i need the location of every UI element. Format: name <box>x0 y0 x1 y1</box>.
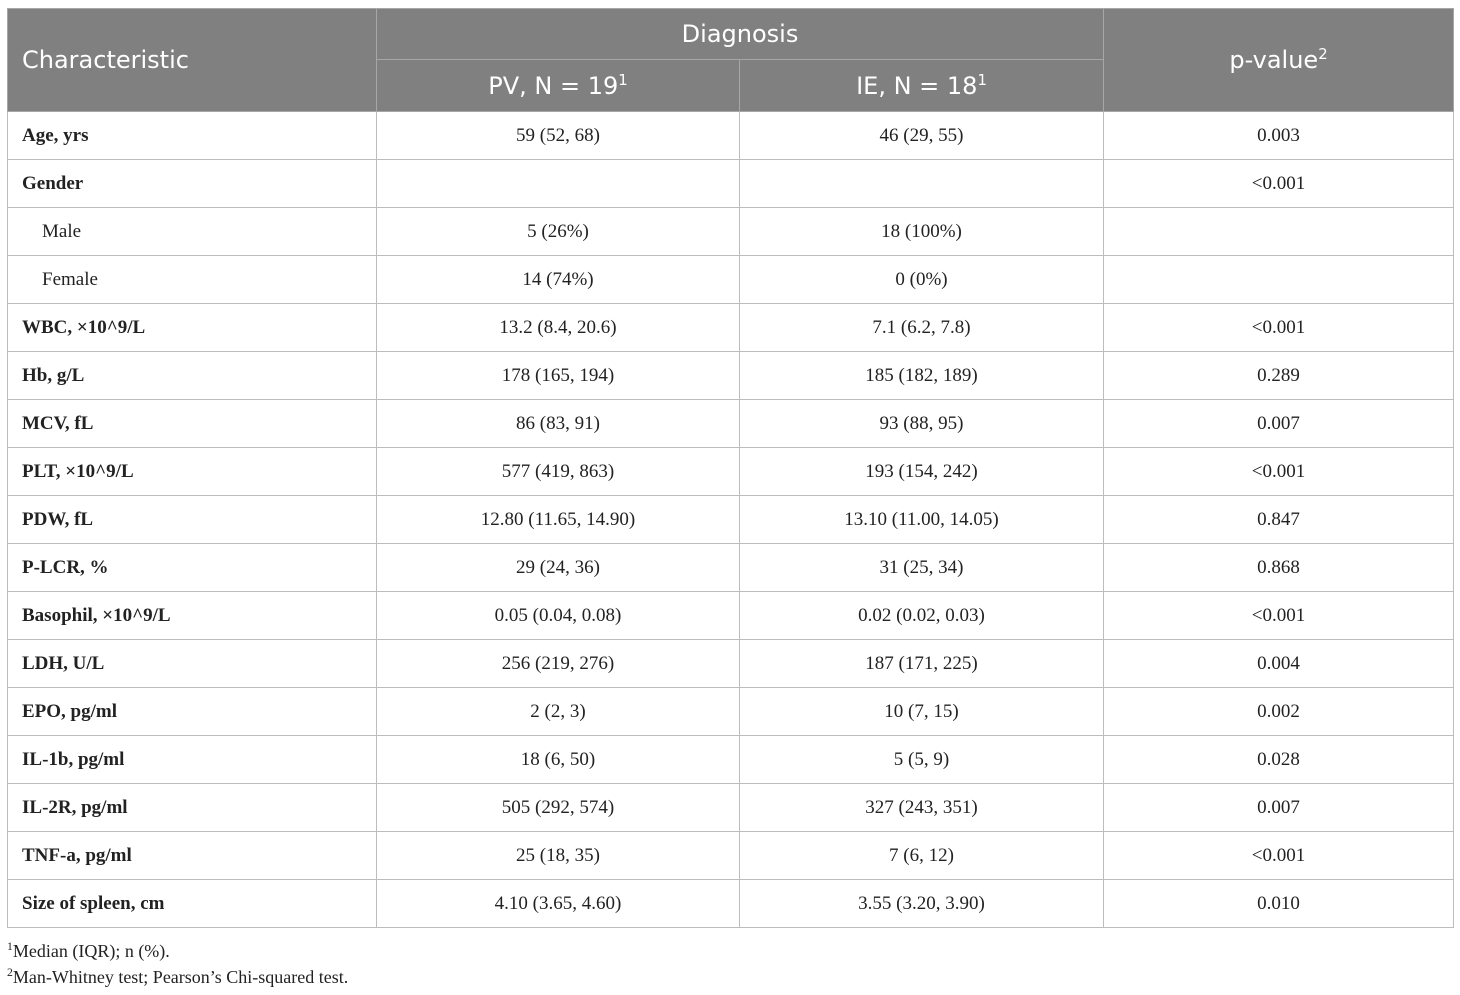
table-row <box>8 256 1454 304</box>
cell-pv: 13.2 (8.4, 20.6) <box>377 304 740 352</box>
table-row <box>8 400 1454 448</box>
row-label: MCV, fL <box>8 400 377 448</box>
cell-ie: 7.1 (6.2, 7.8) <box>740 304 1104 352</box>
cell-p-value <box>1104 208 1454 256</box>
cell-pv: 178 (165, 194) <box>377 352 740 400</box>
row-label: Age, yrs <box>8 112 377 160</box>
table-row <box>8 160 1454 208</box>
cell-ie: 10 (7, 15) <box>740 688 1104 736</box>
cell-ie: 7 (6, 12) <box>740 832 1104 880</box>
table-row <box>8 880 1454 928</box>
cell-pv: 256 (219, 276) <box>377 640 740 688</box>
cell-p-value: 0.004 <box>1104 640 1454 688</box>
cell-ie: 0 (0%) <box>740 256 1104 304</box>
cell-ie: 193 (154, 242) <box>740 448 1104 496</box>
row-label: EPO, pg/ml <box>8 688 377 736</box>
cell-p-value: 0.028 <box>1104 736 1454 784</box>
cell-ie: 31 (25, 34) <box>740 544 1104 592</box>
cell-p-value: <0.001 <box>1104 832 1454 880</box>
cell-p-value <box>1104 256 1454 304</box>
cell-pv: 14 (74%) <box>377 256 740 304</box>
row-label: PLT, ×10^9/L <box>8 448 377 496</box>
characteristics-table <box>7 8 1454 928</box>
row-label: Hb, g/L <box>8 352 377 400</box>
header-diagnosis: Diagnosis <box>377 9 1104 60</box>
cell-pv: 59 (52, 68) <box>377 112 740 160</box>
table-row <box>8 112 1454 160</box>
cell-ie: 5 (5, 9) <box>740 736 1104 784</box>
cell-ie: 187 (171, 225) <box>740 640 1104 688</box>
cell-p-value: <0.001 <box>1104 304 1454 352</box>
cell-p-value: <0.001 <box>1104 448 1454 496</box>
row-label: Size of spleen, cm <box>8 880 377 928</box>
cell-pv: 18 (6, 50) <box>377 736 740 784</box>
cell-ie: 46 (29, 55) <box>740 112 1104 160</box>
row-label: TNF-a, pg/ml <box>8 832 377 880</box>
cell-p-value: <0.001 <box>1104 160 1454 208</box>
cell-ie <box>740 160 1104 208</box>
cell-ie: 93 (88, 95) <box>740 400 1104 448</box>
table-row <box>8 640 1454 688</box>
cell-p-value: 0.007 <box>1104 400 1454 448</box>
cell-pv: 2 (2, 3) <box>377 688 740 736</box>
table-body <box>8 112 1454 928</box>
cell-pv: 12.80 (11.65, 14.90) <box>377 496 740 544</box>
footnote-1: $^1$Median (IQR); n (%). <box>7 940 170 961</box>
cell-pv: 25 (18, 35) <box>377 832 740 880</box>
table-container <box>7 8 1453 928</box>
table-row <box>8 688 1454 736</box>
table-row <box>8 448 1454 496</box>
cell-ie: 185 (182, 189) <box>740 352 1104 400</box>
row-label: PDW, fL <box>8 496 377 544</box>
table-row <box>8 496 1454 544</box>
cell-pv: 0.05 (0.04, 0.08) <box>377 592 740 640</box>
cell-p-value: <0.001 <box>1104 592 1454 640</box>
table-row <box>8 832 1454 880</box>
cell-p-value: 0.007 <box>1104 784 1454 832</box>
cell-pv: 4.10 (3.65, 4.60) <box>377 880 740 928</box>
cell-p-value: 0.289 <box>1104 352 1454 400</box>
cell-pv: 86 (83, 91) <box>377 400 740 448</box>
cell-pv: 5 (26%) <box>377 208 740 256</box>
cell-p-value: 0.010 <box>1104 880 1454 928</box>
cell-p-value: 0.002 <box>1104 688 1454 736</box>
cell-ie: 18 (100%) <box>740 208 1104 256</box>
cell-ie: 3.55 (3.20, 3.90) <box>740 880 1104 928</box>
cell-pv: 29 (24, 36) <box>377 544 740 592</box>
table-row <box>8 784 1454 832</box>
cell-pv: 505 (292, 574) <box>377 784 740 832</box>
header-characteristic: Characteristic <box>8 9 377 112</box>
row-label: Male <box>8 208 377 256</box>
cell-ie: 0.02 (0.02, 0.03) <box>740 592 1104 640</box>
header-group-ie: IE, $N = 18^1$ <box>740 60 1104 112</box>
row-label: IL-2R, pg/ml <box>8 784 377 832</box>
row-label: Female <box>8 256 377 304</box>
cell-pv: 577 (419, 863) <box>377 448 740 496</box>
cell-pv <box>377 160 740 208</box>
table-row <box>8 736 1454 784</box>
cell-p-value: 0.003 <box>1104 112 1454 160</box>
footnote-2: $^2$Man-Whitney test; Pearson’s Chi-squared test. <box>7 966 349 987</box>
table-row <box>8 544 1454 592</box>
header-p-value: p-value$^2$ <box>1104 9 1454 112</box>
row-label: P-LCR, % <box>8 544 377 592</box>
row-label: Basophil, ×10^9/L <box>8 592 377 640</box>
cell-p-value: 0.847 <box>1104 496 1454 544</box>
cell-ie: 13.10 (11.00, 14.05) <box>740 496 1104 544</box>
table-row <box>8 592 1454 640</box>
footnotes <box>7 938 348 990</box>
table-row <box>8 352 1454 400</box>
row-label: IL-1b, pg/ml <box>8 736 377 784</box>
table-header <box>8 9 1454 112</box>
cell-ie: 327 (243, 351) <box>740 784 1104 832</box>
header-group-pv: PV, $N = 19^1$ <box>377 60 740 112</box>
cell-p-value: 0.868 <box>1104 544 1454 592</box>
table-row <box>8 304 1454 352</box>
table-row <box>8 208 1454 256</box>
row-label: LDH, U/L <box>8 640 377 688</box>
row-label: WBC, ×10^9/L <box>8 304 377 352</box>
row-label: Gender <box>8 160 377 208</box>
